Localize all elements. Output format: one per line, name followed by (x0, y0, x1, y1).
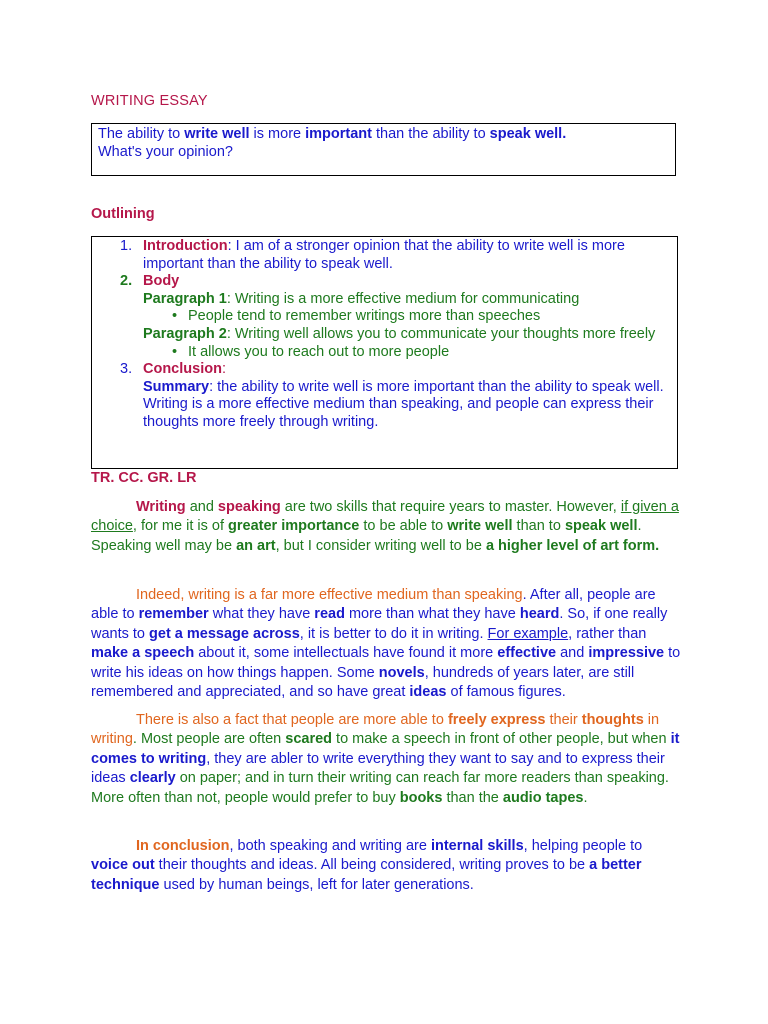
criteria-heading: TR. CC. GR. LR (91, 470, 197, 486)
prompt-text: write well (184, 126, 250, 142)
text-run: , it is better to do it in writing. (299, 625, 488, 642)
text-run: internal skills (430, 838, 524, 854)
text-run: remember (138, 606, 209, 623)
prompt-text: is more (249, 126, 306, 142)
bullet-icon: • (172, 343, 178, 360)
text-run: Writing (136, 499, 186, 515)
text-run: books (399, 789, 443, 806)
text-run: make a speech (91, 645, 195, 662)
text-run: more than what they have (344, 606, 520, 623)
body-label: Body (143, 273, 180, 290)
text-run: thoughts (581, 712, 644, 728)
text-run: . (583, 789, 588, 806)
text-run: what they have (208, 606, 315, 623)
outline-paragraph-2 (98, 326, 671, 344)
text-run: voice out (91, 857, 155, 874)
text-run: , helping people to (523, 838, 643, 854)
text-run: and (556, 645, 589, 662)
essay-paragraph-3 (91, 711, 681, 808)
bullet-text: People tend to remember writings more than speeches (188, 308, 541, 325)
paragraph-2-text: : Writing well allows you to communicate your thoughts more freely (226, 325, 656, 342)
text-run: used by human beings, left for later generations. (159, 876, 474, 893)
text-run: than to (512, 518, 565, 535)
prompt-box (91, 123, 676, 176)
text-run: speak well (564, 518, 638, 535)
text-run: speaking (217, 499, 281, 515)
bullet-text: It allows you to reach out to more people (188, 343, 450, 360)
text-run: audio tapes (502, 789, 584, 806)
text-run: are two skills that require years to master. However, (280, 499, 621, 515)
text-run: get a message across (149, 625, 300, 642)
list-number: 2. (120, 273, 133, 290)
outline-item-body (98, 273, 671, 291)
text-run: their (545, 712, 582, 728)
text-run: In conclusion (136, 838, 230, 854)
outlining-heading: Outlining (91, 206, 155, 222)
list-number: 3. (120, 361, 133, 378)
outline-bullet-1 (98, 308, 671, 326)
text-run: on paper; and in turn their writing can reach far more readers than speaking. More often than not, people would prefer to buy (91, 770, 669, 806)
outline-bullet-2 (98, 344, 671, 362)
text-run: , hundreds of years later, are still remembered and appreciated, and so have great (91, 664, 635, 701)
text-run: and (185, 499, 218, 515)
text-run: read (314, 606, 345, 623)
prompt-text: speak well. (489, 126, 567, 142)
text-run: scared (285, 731, 333, 748)
text-run: , but I consider writing well to be (275, 537, 486, 554)
text-run: heard (519, 606, 560, 623)
conclusion-label: Conclusion (143, 361, 222, 378)
text-run: to write his ideas on how things happen. Some (91, 645, 681, 681)
text-run: in writing (91, 712, 660, 748)
prompt-text: than the ability to (371, 126, 490, 142)
bullet-icon: • (172, 308, 178, 325)
intro-label: Introduction (143, 238, 228, 254)
text-run: There is also a fact that people are more able to (136, 712, 448, 728)
text-run: , they are abler to write everything they want to say and to express their ideas (91, 750, 665, 787)
text-run: greater importance (228, 518, 360, 535)
prompt-line-1 (98, 125, 669, 143)
text-run: freely express (447, 712, 546, 728)
text-run: ideas (409, 684, 447, 701)
intro-text: : I am of a stronger opinion that the ability to write well is more important than the ability to speak well. (143, 238, 625, 272)
text-run: write well (447, 518, 513, 535)
text-run: than the (442, 789, 503, 806)
outline-item-introduction (98, 238, 671, 273)
text-run: of famous figures. (446, 684, 566, 701)
text-run: to be able to (359, 518, 448, 535)
text-run: it comes to writing (91, 731, 680, 767)
text-run: , for me it is of (132, 518, 229, 535)
essay-paragraph-4 (91, 837, 681, 895)
text-run: if given a choice (91, 499, 679, 535)
text-run: , rather than (568, 625, 647, 642)
text-run: to make a speech in front of other people, but when (332, 731, 671, 748)
essay-paragraph-1 (91, 498, 681, 556)
text-run: . Speaking well may be (91, 518, 642, 554)
prompt-text: The ability to (98, 126, 185, 142)
text-run: novels (378, 664, 425, 681)
paragraph-2-label: Paragraph 2 (143, 325, 227, 342)
paragraph-1-label: Paragraph 1 (143, 290, 227, 307)
conclusion-colon: : (221, 361, 226, 378)
text-run: Indeed, writing is a far more effective medium than speaking (136, 587, 523, 603)
text-run: impressive (588, 645, 665, 662)
text-run: . So, if one really wants to (91, 606, 668, 642)
text-run: a better technique (91, 857, 642, 893)
text-run: about it, some intellectuals have found it more (194, 645, 498, 662)
prompt-line-2: What's your opinion? (98, 144, 233, 160)
paragraph-1-text: : Writing is a more effective medium for communicating (226, 290, 580, 307)
text-run: For example (487, 625, 569, 642)
text-run: , both speaking and writing are (229, 838, 431, 854)
outline-summary (98, 379, 671, 432)
list-number: 1. (120, 238, 133, 254)
text-run: . After all, people are able to (91, 587, 656, 623)
text-run: a higher level of art form. (485, 537, 660, 554)
outline-paragraph-1 (98, 291, 671, 309)
summary-text: : the ability to write well is more important than the ability to speak well. Writing is a more effective medium than speaking, and people can express their thoughts more freely through writing. (143, 378, 664, 430)
outline-item-conclusion (98, 361, 671, 379)
essay-title: WRITING ESSAY (91, 93, 208, 109)
text-run: . Most people are often (132, 731, 286, 748)
essay-paragraph-2 (91, 586, 681, 702)
text-run: an art (236, 537, 276, 554)
text-run: effective (497, 645, 557, 662)
text-run: their thoughts and ideas. All being considered, writing proves to be (154, 857, 590, 874)
prompt-text: important (305, 126, 372, 142)
outline-box (91, 236, 678, 469)
text-run: clearly (129, 770, 176, 787)
summary-label: Summary (143, 378, 210, 395)
